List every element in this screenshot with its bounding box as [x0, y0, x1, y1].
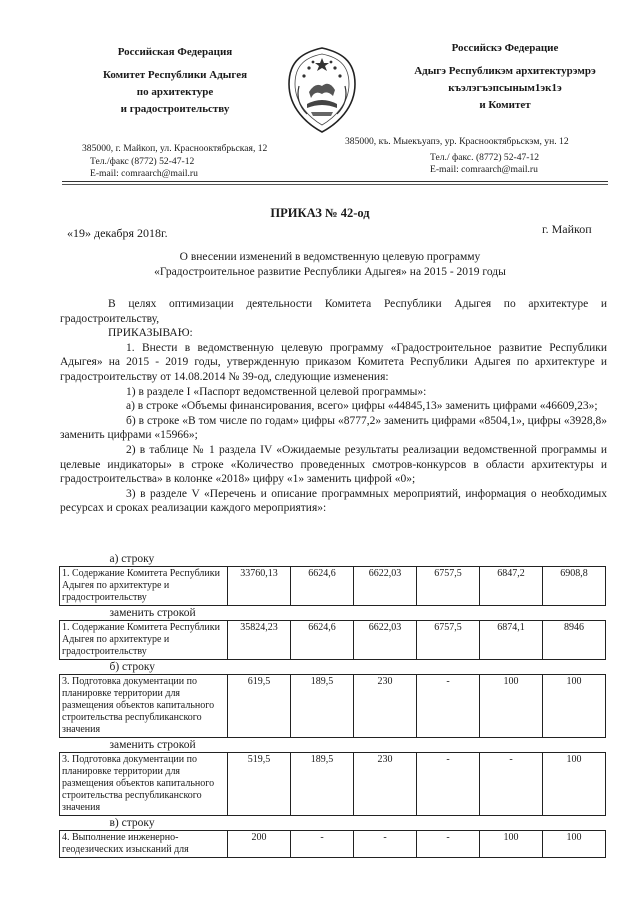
cell: 619,5 [228, 675, 291, 738]
label-a: а) строку [109, 553, 155, 565]
cell: 6874,1 [480, 621, 543, 660]
cell: 6757,5 [417, 567, 480, 606]
cell: 189,5 [291, 675, 354, 738]
paragraph-section-1: 1) в разделе I «Паспорт ведомственной целевой программы»: [126, 385, 427, 398]
cell: 519,5 [228, 753, 291, 816]
cell: 35824,23 [228, 621, 291, 660]
header-divider [62, 181, 608, 182]
coat-of-arms-icon [285, 46, 359, 134]
paragraph-item-1: 1. Внести в ведомственную целевую программу «Градостроительное развитие Республики Адыгея» на 2015 - 2019 годы, утвержденную приказом Комитета Республики Адыгея по архитектуре и градостроительству от 14.08.2014 № 39-од, следующие изменения: [60, 341, 607, 383]
committee-ru-line1: Комитет Республики Адыгея [102, 69, 248, 81]
country-ady: Российскэ Федерацие [451, 42, 559, 54]
table-label-row [60, 552, 606, 567]
subject-line1: О внесении изменений в ведомственную целевую программу [179, 251, 481, 263]
order-date: «19» декабря 2018г. [67, 226, 168, 240]
committee-ady-line3: и Комитет [479, 99, 531, 111]
cell: 8946 [543, 621, 606, 660]
paragraph-change-b: б) в строке «В том числе по годам» цифры «8777,2» заменить цифрами «8504,1», цифры «3928,8» заменить цифрами «15966»; [60, 414, 607, 442]
cell: 189,5 [291, 753, 354, 816]
paragraph-order: ПРИКАЗЫВАЮ: [108, 327, 193, 340]
table-row [60, 753, 606, 816]
row-name: 1. Содержание Комитета Республики Адыгея по архитектуре и градостроительству [60, 567, 228, 606]
paragraph-purpose: В целях оптимизации деятельности Комитета Республики Адыгея по архитектуре и градостроительству, [60, 298, 607, 325]
address-block-ady [345, 136, 605, 177]
cell: - [417, 831, 480, 858]
cell: 200 [228, 831, 291, 858]
committee-ru-line3: и градостроительству [120, 103, 230, 115]
label-b: б) строку [109, 661, 156, 673]
label-c: в) строку [109, 817, 155, 829]
order-city: г. Майкоп [542, 222, 592, 236]
email-ady: E-mail: comraarch@mail.ru [430, 164, 538, 175]
phone-ady: Тел./ факс. (8772) 52-47-12 [430, 151, 540, 163]
program-table [59, 552, 606, 858]
committee-ady-line2: къэлэгъэпсыным1эк1э [448, 82, 562, 94]
cell: - [480, 753, 543, 816]
cell: - [417, 753, 480, 816]
table-label-row [60, 660, 606, 675]
header-divider-thin [62, 184, 608, 185]
row-name: 4. Выполнение инженерно-геодезических изысканий для [60, 831, 228, 858]
cell: 6624,6 [291, 621, 354, 660]
order-title: ПРИКАЗ № 42-од [270, 206, 370, 220]
cell: 230 [354, 753, 417, 816]
paragraph-item-2: 2) в таблице № 1 раздела IV «Ожидаемые результаты реализации ведомственной программы и целевые индикаторы» в строке «Количество проведенных смотров-конкурсов в области архитектуры и градостроительства» в колонке «2018» цифру «1» заменить цифрой «0»; [60, 443, 607, 486]
cell: 6624,6 [291, 567, 354, 606]
address-block-ru [82, 143, 302, 181]
cell: 100 [543, 675, 606, 738]
cell: 100 [480, 675, 543, 738]
cell: 6622,03 [354, 567, 417, 606]
table-label-row [60, 816, 606, 831]
cell: - [291, 831, 354, 858]
cell: 6622,03 [354, 621, 417, 660]
row-name: 3. Подготовка документации по планировке территории для размещения объектов капитального строительства республиканского значения [60, 675, 228, 738]
country-ru: Российская Федерация [117, 46, 233, 58]
header-left [60, 44, 290, 118]
cell: - [354, 831, 417, 858]
cell: 6908,8 [543, 567, 606, 606]
cell: 230 [354, 675, 417, 738]
committee-ru-line2: по архитектуре [136, 86, 214, 98]
committee-ady-line1: Адыгэ Республикэм архитектурэмрэ [414, 65, 596, 77]
cell: 33760,13 [228, 567, 291, 606]
row-name: 3. Подготовка документации по планировке территории для размещения объектов капитального строительства республиканского значения [60, 753, 228, 816]
table-row [60, 675, 606, 738]
cell: 100 [543, 831, 606, 858]
phone-ru: Тел./факс (8772) 52-47-12 [90, 155, 195, 167]
order-subject [60, 250, 600, 280]
address-ru: 385000, г. Майкоп, ул. Краснооктябрьская, 12 [82, 143, 268, 154]
header-right [380, 40, 630, 114]
order-body [60, 297, 607, 516]
table-row [60, 621, 606, 660]
table-label-row [60, 606, 606, 621]
table-label-row [60, 738, 606, 753]
paragraph-item-3: 3) в разделе V «Перечень и описание программных мероприятий, информация о необходимых ресурсах и сроках реализации каждого мероприятия»: [60, 487, 607, 515]
label-replace-2: заменить строкой [109, 739, 196, 751]
cell: 100 [480, 831, 543, 858]
email-ru: E-mail: comraarch@mail.ru [90, 168, 198, 179]
label-replace: заменить строкой [109, 607, 196, 619]
cell: 100 [543, 753, 606, 816]
cell: 6757,5 [417, 621, 480, 660]
table-row [60, 567, 606, 606]
row-name: 1. Содержание Комитета Республики Адыгея по архитектуре и градостроительству [60, 621, 228, 660]
subject-line2: «Градостроительное развитие Республики Адыгея» на 2015 - 2019 годы [154, 266, 506, 278]
cell: - [417, 675, 480, 738]
cell: 6847,2 [480, 567, 543, 606]
table-row [60, 831, 606, 858]
address-ady: 385000, къ. Мыекъуапэ, ур. Краснооктябрьскэм, ун. 12 [345, 136, 569, 147]
paragraph-change-a: а) в строке «Объемы финансирования, всего» цифры «44845,13» заменить цифрами «46609,23»; [126, 400, 598, 413]
